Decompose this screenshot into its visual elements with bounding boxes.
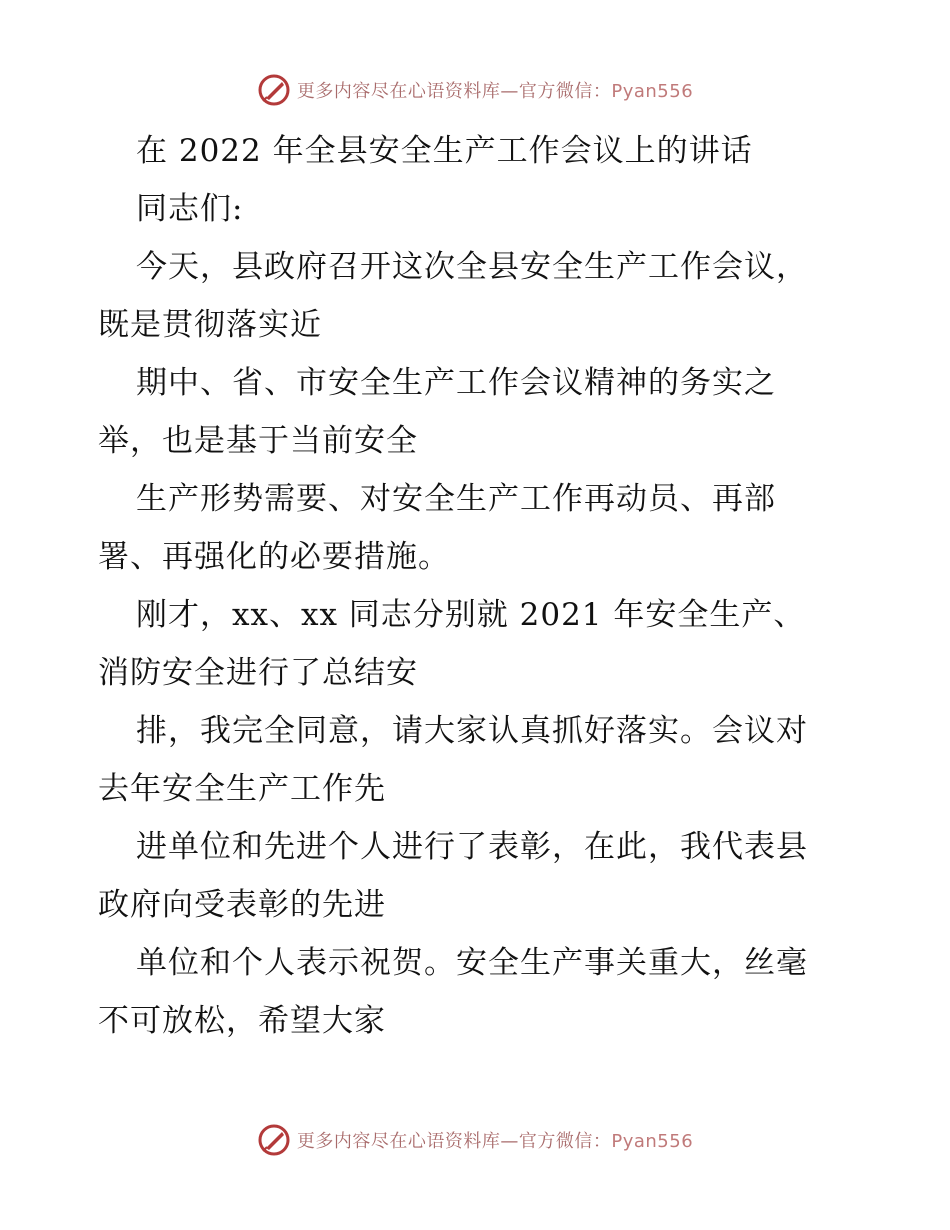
banner-text: 更多内容尽在心语资料库—官方微信：Pyan556 <box>296 1131 694 1152</box>
paragraph-line: 期中、省、市安全生产工作会议精神的务实之 <box>136 365 776 401</box>
document-body <box>98 122 858 1050</box>
paragraph-line: 消防安全进行了总结安 <box>98 655 418 691</box>
salutation: 同志们: <box>136 191 244 227</box>
quill-logo-icon <box>257 73 291 107</box>
paragraph-line: 政府向受表彰的先进 <box>98 887 386 923</box>
paragraph-line: 去年安全生产工作先 <box>98 771 386 807</box>
paragraph-line: 生产形势需要、对安全生产工作再动员、再部 <box>136 481 776 517</box>
header-banner <box>0 70 950 110</box>
quill-logo-icon <box>257 1123 291 1157</box>
banner-account: Pyan556 <box>611 81 694 102</box>
paragraph-line: 排，我完全同意，请大家认真抓好落实。会议对 <box>136 713 808 749</box>
banner-account: Pyan556 <box>611 1131 694 1152</box>
paragraph-line: 单位和个人表示祝贺。安全生产事关重大，丝毫 <box>136 945 808 981</box>
document-title: 在 2022 年全县安全生产工作会议上的讲话 <box>136 133 753 169</box>
paragraph-line: 署、再强化的必要措施。 <box>98 539 450 575</box>
footer-banner <box>0 1120 950 1160</box>
paragraph-line: 刚才，xx、xx 同志分别就 2021 年安全生产、 <box>136 597 806 633</box>
paragraph-line: 不可放松，希望大家 <box>98 1003 386 1039</box>
paragraph-line: 举，也是基于当前安全 <box>98 423 418 459</box>
paragraph-line: 进单位和先进个人进行了表彰，在此，我代表县 <box>136 829 808 865</box>
paragraph-line: 既是贯彻落实近 <box>98 307 322 343</box>
paragraph-line: 今天，县政府召开这次全县安全生产工作会议， <box>136 249 808 285</box>
banner-text: 更多内容尽在心语资料库—官方微信：Pyan556 <box>296 81 694 102</box>
